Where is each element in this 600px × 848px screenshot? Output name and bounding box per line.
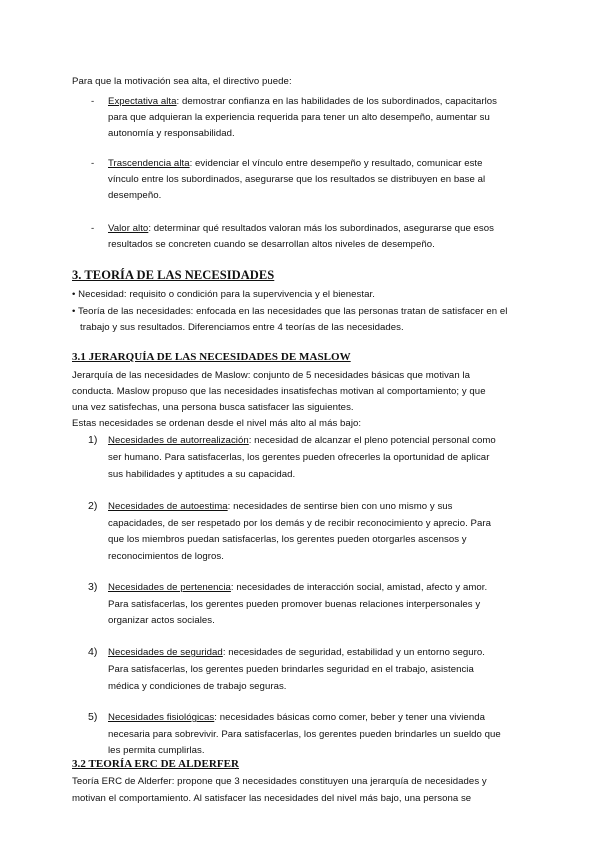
bullet-text: : evidenciar el vínculo entre desempeño y resultado, comunicar este — [189, 158, 483, 169]
list-item-term: Necesidades de autoestima — [108, 501, 228, 512]
section-3-1-heading: 3.1 JERARQUÍA DE LAS NECESIDADES DE MASLOW — [72, 351, 351, 363]
section-3-2-heading: 3.2 TEORÍA ERC DE ALDERFER — [72, 758, 240, 770]
intro-text: Para que la motivación sea alta, el directivo puede: — [72, 76, 292, 87]
bullet-text-line: vínculo entre los subordinados, asegurarse que los resultados se distribuyen en base al — [108, 174, 486, 185]
section-3-1-intro: Jerarquía de las necesidades de Maslow: conjunto de 5 necesidades básicas que motivan la — [72, 370, 470, 381]
bullet-term: Trascendencia alta — [108, 158, 190, 169]
bullet-text: : demostrar confianza en las habilidades de los subordinados, capacitarlos — [176, 96, 498, 107]
section-3-2-text: motivan el comportamiento. Al satisfacer las necesidades del nivel más bajo, una persona se — [72, 793, 472, 804]
list-item-term: Necesidades de seguridad — [108, 647, 223, 658]
list-number: 5) — [88, 711, 98, 723]
list-item-line: necesaria para sobrevivir. Para satisfacerlas, los gerentes pueden brindarles un sueldo que — [108, 729, 501, 740]
bullet-text: : determinar qué resultados valoran más los subordinados, asegurarse que esos — [148, 223, 495, 234]
section-3-2-text: Teoría ERC de Alderfer: propone que 3 necesidades constituyen una jerarquía de necesidades y — [72, 776, 487, 787]
section-3-point: • Necesidad: requisito o condición para la supervivencia y el bienestar. — [72, 289, 375, 300]
list-item-term: Necesidades fisiológicas — [108, 712, 215, 723]
list-item-line: capacidades, de ser respetado por los demás y de recibir reconocimiento y aprecio. Para — [108, 518, 491, 529]
list-item-text: : necesidades básicas como comer, beber y tener una vivienda — [214, 712, 485, 723]
list-number: 3) — [88, 581, 98, 593]
list-item-term: Necesidades de pertenencia — [108, 582, 231, 593]
list-item-autoestima — [108, 500, 453, 513]
bullet-valor — [108, 222, 494, 235]
list-item-line: Para satisfacerlas, los gerentes pueden promover buenas relaciones interpersonales y — [108, 599, 481, 610]
section-3-1-intro: una vez satisfechas, una persona busca satisfacer las siguientes. — [72, 402, 354, 413]
bullet-expectativa — [108, 95, 497, 108]
section-3-heading: 3. TEORÍA DE LAS NECESIDADES — [72, 268, 275, 282]
list-number: 2) — [88, 500, 98, 512]
list-item-text: : necesidades de sentirse bien con uno mismo y sus — [227, 501, 453, 512]
list-item-pertenencia — [108, 581, 487, 594]
bullet-text-line: desempeño. — [108, 190, 162, 201]
bullet-dash: - — [91, 223, 95, 234]
list-item-line: médica y condiciones de trabajo seguras. — [108, 681, 287, 692]
bullet-term: Expectativa alta — [108, 96, 177, 107]
bullet-term: Valor alto — [108, 223, 149, 234]
list-item-term: Necesidades de autorrealización — [108, 435, 249, 446]
section-3-point: • Teoría de las necesidades: enfocada en las necesidades que las personas tratan de satisfacer en el — [72, 306, 508, 317]
list-item-line: reconocimientos de logros. — [108, 551, 224, 562]
list-item-line: organizar actos sociales. — [108, 615, 215, 626]
bullet-text-line: para que adquieran la experiencia requerida para tener un alto desempeño, aumentar su — [108, 112, 490, 123]
list-item-line: que los miembros puedan satisfacerlas, los gerentes pueden otorgarles ascensos y — [108, 534, 467, 545]
section-3-1-intro: Estas necesidades se ordenan desde el nivel más alto al más bajo: — [72, 418, 362, 429]
bullet-text-line: autonomía y responsabilidad. — [108, 128, 235, 139]
bullet-trascendencia — [108, 157, 483, 170]
list-item-line: les permita cumplirlas. — [108, 745, 205, 756]
list-item-text: : necesidades de interacción social, amistad, afecto y amor. — [230, 582, 488, 593]
list-item-line: Para satisfacerlas, los gerentes pueden brindarles seguridad en el trabajo, asistencia — [108, 664, 474, 675]
list-number: 4) — [88, 646, 98, 658]
list-item-autorrealizacion — [108, 434, 496, 447]
list-item-seguridad — [108, 646, 485, 659]
section-3-point-cont: trabajo y sus resultados. Diferenciamos entre 4 teorías de las necesidades. — [80, 322, 404, 333]
bullet-dash: - — [91, 158, 95, 169]
list-number: 1) — [88, 434, 98, 446]
list-item-line: sus habilidades y aptitudes a su capacidad. — [108, 469, 296, 480]
list-item-text: : necesidad de alcanzar el pleno potencial personal como — [248, 435, 496, 446]
list-item-text: : necesidades de seguridad, estabilidad y un entorno seguro. — [222, 647, 486, 658]
bullet-text-line: resultados se concreten cuando se desarrollan altos niveles de desempeño. — [108, 239, 435, 250]
bullet-dash: - — [91, 96, 95, 107]
list-item-fisiologicas — [108, 711, 485, 724]
section-3-1-intro: conducta. Maslow propuso que las necesidades insatisfechas motivan al comportamiento; y que — [72, 386, 486, 397]
list-item-line: ser humano. Para satisfacerlas, los gerentes pueden ofrecerles la oportunidad de aplicar — [108, 452, 490, 463]
